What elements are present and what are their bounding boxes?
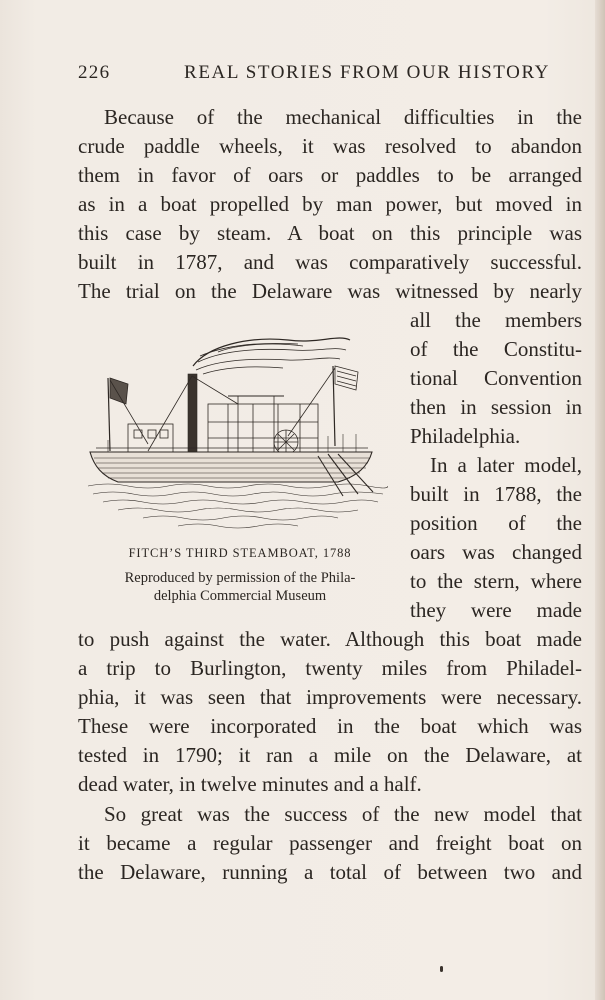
page-number: 226 — [78, 62, 111, 83]
text-line: to push against the water. Although this boat made — [78, 627, 582, 651]
text-line: to the stern, where — [410, 569, 582, 593]
text-line: dead water, in twelve minutes and a half. — [78, 772, 422, 796]
text-line: crude paddle wheels, it was resolved to abandon — [78, 134, 582, 158]
figure-caption-title: FITCH’S THIRD STEAMBOAT, 1788 — [128, 546, 352, 560]
running-title: REAL STORIES FROM OUR HISTORY — [184, 62, 550, 83]
text-line: The trial on the Delaware was witnessed by nearly — [78, 279, 582, 303]
text-line: tional Convention — [410, 366, 582, 390]
smoke-plume — [193, 338, 350, 374]
text-line: Philadelphia. — [410, 424, 521, 448]
text-line: built in 1787, and was comparatively successful. — [78, 250, 582, 274]
text-line: These were incorporated in the boat which was — [78, 714, 582, 738]
caption-credit-line: Reproduced by permission of the Phila- — [124, 570, 356, 586]
text-line: position of the — [410, 511, 582, 535]
text-line: it became a regular passenger and freight boat on — [78, 831, 582, 855]
steamboat-engraving — [88, 326, 388, 536]
text-line: of the Constitu- — [410, 337, 582, 361]
text-line: So great was the success of the new model that — [104, 802, 582, 826]
caption-credit-line: delphia Commercial Museum — [153, 588, 327, 604]
text-line: a trip to Burlington, twenty miles from Philadel- — [78, 656, 582, 680]
text-line: In a later model, — [430, 453, 582, 477]
text-line: built in 1788, the — [410, 482, 582, 506]
text-line: Because of the mechanical difficulties in the — [104, 105, 582, 129]
ink-mark — [440, 966, 443, 972]
text-line: this case by steam. A boat on this principle was — [78, 221, 582, 245]
text-line: them in favor of oars or paddles to be arranged — [78, 163, 582, 187]
text-line: they were made — [410, 598, 582, 622]
text-line: all the members — [410, 308, 582, 332]
page-edge-shadow — [595, 0, 605, 1000]
running-header — [78, 62, 550, 84]
text-line: then in session in — [410, 395, 582, 419]
text-line: oars was changed — [410, 540, 582, 564]
text-line: tested in 1790; it ran a mile on the Delaware, at — [78, 743, 582, 767]
text-line: phia, it was seen that improvements were necessary. — [78, 685, 582, 709]
figure-caption-credit — [78, 569, 402, 605]
text-line: the Delaware, running a total of between two and — [78, 860, 582, 884]
text-line: as in a boat propelled by man power, but moved in — [78, 192, 582, 216]
